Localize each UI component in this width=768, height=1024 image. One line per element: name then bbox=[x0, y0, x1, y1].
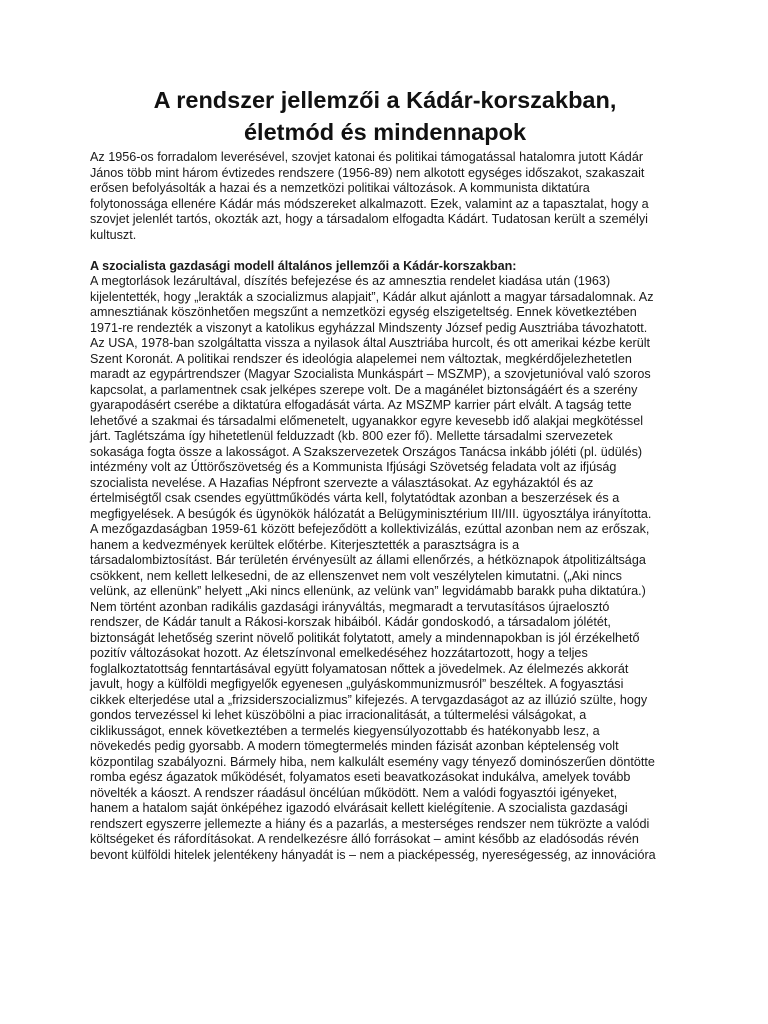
text-line: 1971-re rendezték a viszonyt a katolikus egyházzal Mindszenty József pedig Ausztriába távozhatott. bbox=[90, 320, 648, 335]
text-line: kultuszt. bbox=[90, 227, 137, 242]
title-line-2: életmód és mindennapok bbox=[243, 119, 527, 145]
text-line: hanem a hatalom saját önképéhez igazodó elvárásait kellett kielégítenie. A szocialista gazdasági bbox=[90, 801, 628, 815]
intro-paragraph bbox=[90, 150, 682, 243]
text-line: János több mint három évtizedes rendszere (1956-89) nem alkotott egységes időszakot, szakaszait bbox=[90, 165, 645, 180]
text-line: ciklikusságot, ennek következtében a termelés kiegyensúlyozottabb és hatékonyabb lesz, a bbox=[90, 723, 600, 738]
section-heading: A szocialista gazdasági modell általános jellemzői a Kádár-korszakban: bbox=[90, 258, 517, 273]
text-line: intézmény volt az Úttörőszövetség és a Kommunista Ifjúsági Szövetség feladata volt az ifjúság bbox=[90, 460, 617, 474]
text-line: növekedés pedig gyorsabb. A modern tömegtermelés minden fázisát azonban képtelenség volt bbox=[90, 739, 619, 753]
text-line: romba egész ágazatok működését, folyamatos eseti beavatkozásokat indukálva, amelyek tovább bbox=[90, 770, 631, 784]
text-line: járt. Taglétszáma így hihetetlenül felduzzadt (kb. 800 ezer fő). Mellette társadalmi szervezetek bbox=[90, 429, 613, 443]
section-paragraph bbox=[90, 259, 682, 864]
page-title bbox=[60, 84, 710, 148]
text-line: A megtorlások lezárultával, díszítés befejezése és az amnesztia rendelet kiadása után (1963) bbox=[90, 274, 611, 288]
text-line: megfigyelések. A besúgók és ügynökök hálózatát a Belügyminisztérium III/III. ügyosztálya irányította. bbox=[90, 506, 652, 521]
text-line: értelmiségtől csak csendes együttműködés várta kell, folytatódtak azonban a beszerzések és a bbox=[90, 491, 620, 505]
text-line: Az 1956-os forradalom leverésével, szovjet katonai és politikai támogatással hatalomra jutott Kádár bbox=[90, 150, 644, 164]
text-line: kijelentették, hogy „lerakták a szocializmus alapjait”, Kádár alkut ajánlott a magyar társadalomnak. Az bbox=[90, 289, 654, 304]
text-line: Szent Koronát. A politikai rendszer és ideológia alapelemei nem változtak, megkérdőjelezhetetlen bbox=[90, 351, 632, 366]
text-line: velünk, az ellenünk” helyett „Aki nincs ellenünk, az velünk van” legvidámabb barakk puha diktatúra.) bbox=[90, 584, 646, 598]
text-line: A mezőgazdaságban 1959-61 között befejeződött a kollektivizálás, ezúttal azonban nem az erőszak, bbox=[90, 522, 650, 536]
text-line: lehetővé a szakmai és társadalmi előmenetelt, ugyanakkor egyre kevesebb idő alakjai megkötéssel bbox=[90, 413, 644, 428]
text-line: amnesztiának köszönhetően megszűnt a nemzetközi egység elszigeteltség. Ennek következtében bbox=[90, 305, 637, 319]
text-line: maradt az egypártrendszer (Magyar Szocialista Munkáspárt – MSZMP), a szovjetunióval való szoros bbox=[90, 367, 651, 381]
text-line: rendszer, de Kádár tanult a Rákosi-korszak hibáiból. Kádár gondoskodó, a társadalom jólétét, bbox=[90, 615, 611, 629]
text-line: Az USA, 1978-ban szolgáltatta vissza a nyilasok által Ausztriába hurcolt, és ott amerikai kézbe került bbox=[90, 336, 650, 350]
title-line-1: A rendszer jellemzői a Kádár-korszakban, bbox=[153, 87, 617, 113]
text-line: szocialista nevelése. A Hazafias Népfront szervezte a választásokat. Az egyházaktól és az bbox=[90, 475, 594, 490]
text-line: folytonossága ellenére Kádár más módszereket alkalmazott. Ezek, valamint az a tapasztalat, hogy a bbox=[90, 196, 649, 211]
text-line: erősen befolyásolták a hazai és a nemzetközi politikai változások. A kommunista diktatúra bbox=[90, 181, 590, 195]
text-line: bevont külföldi hitelek jelentékeny hányadát is – nem a piacképesség, nyereségesség, az innovációra bbox=[90, 847, 656, 862]
text-line: sokasága fogta össze a lakosságot. A Szakszervezetek Országos Tanácsa inkább jóléti (pl. üdülés) bbox=[90, 444, 643, 459]
text-line: hanem a kedvezmények kerültek előtérbe. Kiterjesztették a parasztságra is a bbox=[90, 537, 520, 552]
text-line: cikkek elterjedése utal a „frizsiderszocializmus” kifejezés. A tervgazdaságot az az illúzió szülte, hogy bbox=[90, 692, 648, 707]
text-line: kapcsolat, a parlamentnek csak jelképes szerepe volt. De a magánélet biztonságáért és a szerény bbox=[90, 382, 638, 397]
text-line: társadalombiztosítást. Bár területén érvényesült az állami ellenőrzés, a hétköznapok átpolitizáltsága bbox=[90, 553, 646, 567]
text-line: biztonságát lehetőség szerint növelő politikát folytatott, amely a mindennapokban is jól érzékelhető bbox=[90, 630, 640, 645]
text-line: szovjet jelenlét tartós, okozták azt, hogy a társadalom elfogadta Kádárt. Tudatosan került a személyi bbox=[90, 212, 648, 226]
text-line: költségeket és ráfordításokat. A rendelkezésre álló forrásokat – amint később az eladósodás révén bbox=[90, 832, 639, 846]
text-line: rendszert egyszerre jellemezte a hiány és a pazarlás, a mesterséges rendszer nem tükrözte a valódi bbox=[90, 816, 650, 831]
text-line: gyarapodásért cserébe a diktatúra elfogadását várta. Az MSZMP karrier párt elvált. A tagság tette bbox=[90, 398, 632, 412]
text-line: foglalkoztatottság fenntartásával együtt folyamatosan nőttek a jövedelmek. Az élelmezés akkorát bbox=[90, 661, 629, 676]
text-line: központilag szabályozni. Bármely hiba, nem kalkulált esemény vagy tényező dominószerűen döntötte bbox=[90, 754, 655, 769]
text-line: csökkent, nem kellett lelkesedni, de az ellenszenvet nem volt veszélytelen kimutatni. („Aki nincs bbox=[90, 568, 622, 583]
text-line: gondos tervezéssel ki lehet küszöbölni a piac irracionalitását, a túltermelési válságokat, a bbox=[90, 708, 587, 722]
document-body bbox=[90, 150, 682, 863]
text-line: növelték a káoszt. A rendszer ráadásul öncélúan működött. Nem a valódi fogyasztói igényeket, bbox=[90, 785, 618, 800]
text-line: Nem történt azonban radikális gazdasági irányváltás, megmaradt a tervutasításos újraelosztó bbox=[90, 599, 610, 614]
text-line: javult, hogy a külföldi megfigyelők egyenesen „gulyáskommunizmusról” beszéltek. A fogyasztási bbox=[90, 677, 624, 691]
text-line: pozitív változásokat hozott. Az életszínvonal emelkedéséhez hozzátartozott, hogy a teljes bbox=[90, 646, 588, 660]
